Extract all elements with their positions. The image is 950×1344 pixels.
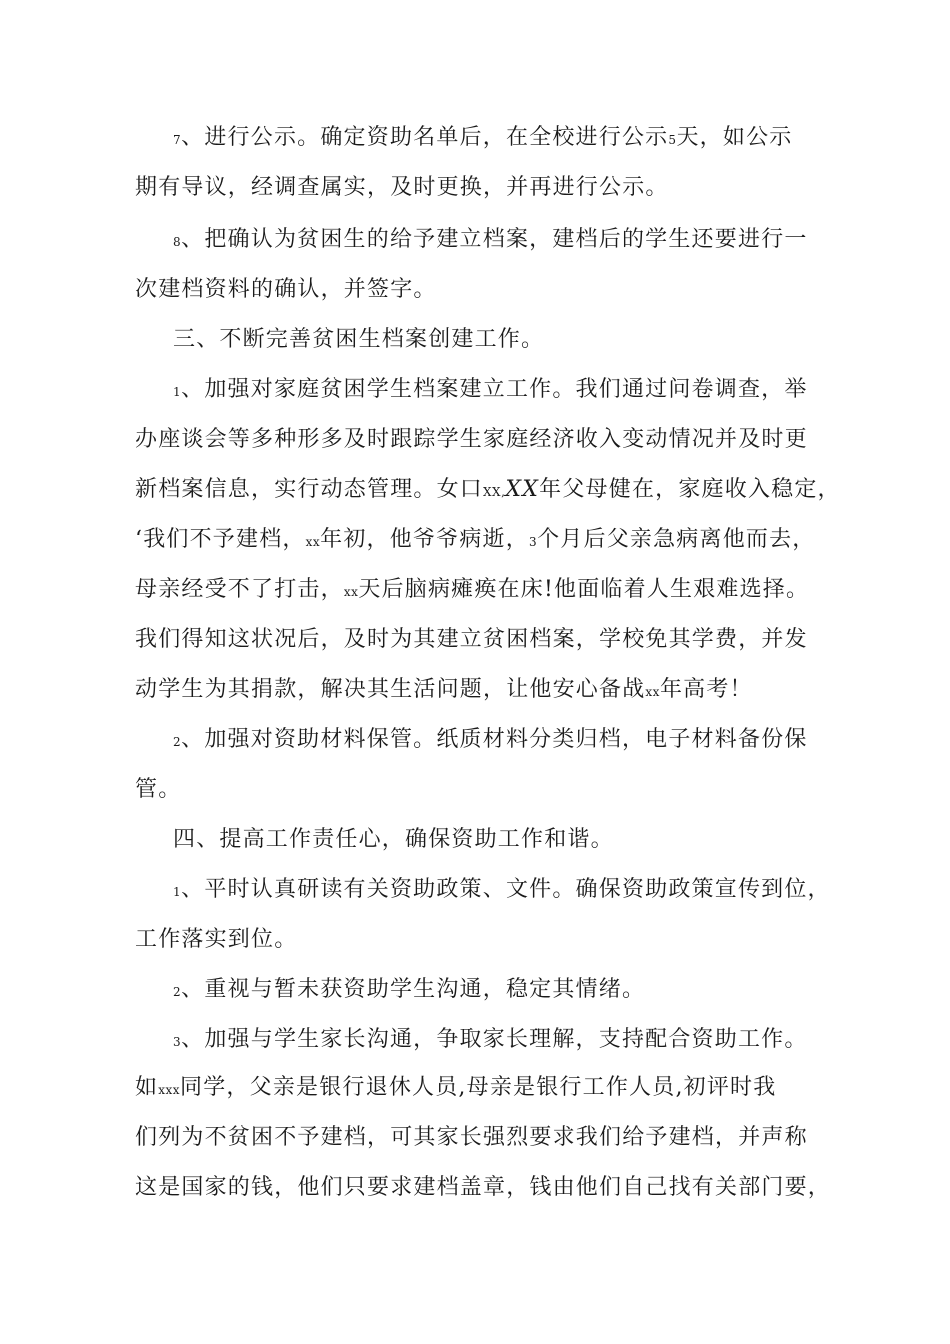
- inline-number: 5: [668, 133, 677, 147]
- paragraph-line: [135, 173, 669, 203]
- list-number: 1: [173, 885, 182, 899]
- text-run: 、把确认为贫困生的给予建立档案，建档后的学生还要进行一: [181, 227, 808, 252]
- text-run: 个月后父亲急病离他而去，: [537, 527, 816, 552]
- text-run: ‘我们不予建档，: [135, 527, 306, 552]
- text-run: 三、不断完善贫困生档案创建工作。: [173, 327, 545, 352]
- list-number: 2: [173, 735, 182, 749]
- paragraph-line: [173, 725, 808, 757]
- inline-code: xx: [305, 535, 321, 549]
- text-run: 年高考！: [659, 677, 753, 702]
- paragraph-line: [135, 1073, 776, 1105]
- text-run: 母亲是银行工作人员: [466, 1075, 676, 1100]
- text-run: 、进行公示。确定资助名单后，在全校进行公示: [181, 125, 669, 150]
- text-run: 天，如公示: [676, 125, 793, 150]
- paragraph-line: [135, 475, 841, 507]
- paragraph-line: [173, 375, 808, 407]
- paragraph-line: [173, 1025, 808, 1057]
- inline-code: xxx: [158, 1083, 181, 1097]
- list-number: 3: [173, 1035, 182, 1049]
- text-run: 四、提高工作责任心，确保资助工作和谐。: [173, 827, 614, 852]
- text-run: 、重视与暂未获资助学生沟通，稳定其情绪。: [181, 977, 646, 1002]
- inline-code: xx: [343, 585, 359, 599]
- paragraph-line: [135, 775, 181, 805]
- section-heading: [173, 825, 614, 855]
- paragraph-line: [173, 225, 808, 257]
- text-run: 动学生为其捐款，解决其生活问题，让他安心备战: [135, 677, 646, 702]
- text-run: 期有导议，经调查属实，及时更换，并再进行公示。: [135, 175, 669, 200]
- paragraph-line: [135, 675, 753, 707]
- text-run: 办座谈会等多种形多及时跟踪学生家庭经济收入变动情况并及时更: [135, 427, 808, 452]
- text-run: 如: [135, 1075, 159, 1100]
- text-run: 管。: [135, 777, 182, 802]
- text-run: 初评时我: [683, 1075, 777, 1100]
- text-run: 、平时认真研读有关资助政策、文件。确保资助政策宣传到位，: [181, 877, 831, 902]
- paragraph-line: [173, 875, 831, 907]
- paragraph-line: [173, 123, 793, 155]
- list-number: 7: [173, 133, 182, 147]
- text-run: 新档案信息，实行动态管理。女口: [135, 477, 484, 502]
- text-run: 这是国家的钱，他们只要求建档盖章，钱由他们自己找有关部门要，: [135, 1175, 832, 1200]
- text-run: 年父母健在，家庭收入稳定，: [539, 477, 841, 502]
- punctuation: ,: [458, 1075, 467, 1100]
- paragraph-line: [135, 425, 808, 455]
- text-run: 我们得知这状况后，及时为其建立贫困档案，学校免其学费，并发: [135, 627, 808, 652]
- text-run: 同学，父亲是银行退休人员: [180, 1075, 459, 1100]
- paragraph-line: [135, 925, 297, 955]
- text-run: 、加强与学生家长沟通，争取家长理解，支持配合资助工作。: [181, 1027, 808, 1052]
- text-run: 、加强对资助材料保管。纸质材料分类归档，电子材料备份保: [181, 727, 808, 752]
- text-run: 工作落实到位。: [135, 927, 298, 952]
- inline-code: XX,: [483, 485, 506, 499]
- inline-code-italic: XX: [505, 477, 540, 502]
- text-run: 次建档资料的确认，并签字。: [135, 277, 437, 302]
- punctuation: ,: [675, 1075, 684, 1100]
- paragraph-line: [135, 275, 437, 305]
- paragraph-line: [173, 975, 645, 1007]
- text-run: 、加强对家庭贫困学生档案建立工作。我们通过问卷调查，举: [181, 377, 808, 402]
- paragraph-line: [135, 625, 808, 655]
- paragraph-line: [135, 525, 816, 557]
- paragraph-line: [135, 1173, 831, 1203]
- list-number: 1: [173, 385, 182, 399]
- list-number: 2: [173, 985, 182, 999]
- paragraph-line: [135, 575, 809, 607]
- text-run: 们列为不贫困不予建档，可其家长强烈要求我们给予建档，并声称: [135, 1125, 808, 1150]
- inline-code: xx: [645, 685, 660, 699]
- text-run: 年初，他爷爷病逝，: [320, 527, 529, 552]
- section-heading: [173, 325, 544, 355]
- text-run: 天后脑病瘫痪在床!他面临着人生艰难选择。: [358, 577, 810, 602]
- inline-number: 3: [528, 535, 538, 549]
- paragraph-line: [135, 1123, 808, 1153]
- text-run: 母亲经受不了打击，: [135, 577, 344, 602]
- list-number: 8: [173, 235, 182, 249]
